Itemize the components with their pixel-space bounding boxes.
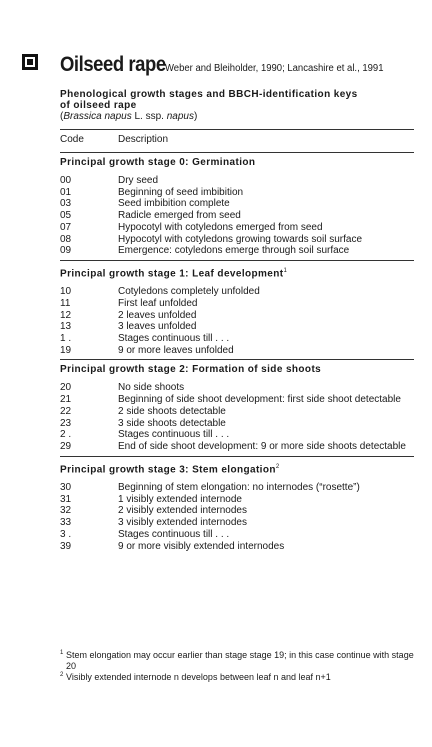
stage-code: 07 xyxy=(60,221,72,233)
table-row xyxy=(60,382,414,394)
stage-code: 08 xyxy=(60,233,72,245)
table-row xyxy=(60,222,414,234)
column-header xyxy=(60,130,414,152)
footnote-text: Stem elongation may occur earlier than stage stage 19; in this case continue with stage 20 xyxy=(66,650,414,671)
stage-section xyxy=(60,153,414,260)
table-row xyxy=(60,394,414,406)
stage-title-text: Principal growth stage 3: Stem elongation xyxy=(60,464,276,476)
table-row xyxy=(60,441,414,453)
species-genus: Brassica napus xyxy=(63,111,132,122)
stage-code: 11 xyxy=(60,297,71,309)
stage-description: Beginning of stem elongation: no internodes (“rosette”) xyxy=(118,482,360,494)
footnote-ref: 1 xyxy=(283,267,288,274)
stage-code: 32 xyxy=(60,505,72,517)
stage-code: 01 xyxy=(60,186,72,198)
stage-code: 1 . xyxy=(60,333,72,345)
stage-description: 9 or more leaves unfolded xyxy=(118,344,234,356)
table-row xyxy=(60,310,414,322)
table-row xyxy=(60,187,414,199)
table-row xyxy=(60,482,414,494)
stage-description: Cotyledons completely unfolded xyxy=(118,286,260,298)
stage-title xyxy=(60,153,414,175)
column-description: Description xyxy=(118,134,169,145)
stage-code: 30 xyxy=(60,482,72,494)
stage-description: Emergence: cotyledons emerge through soil surface xyxy=(118,245,350,257)
species-line xyxy=(60,111,414,123)
table-row xyxy=(60,198,414,210)
table-row xyxy=(60,245,414,257)
table-row xyxy=(60,494,414,506)
stage-code: 31 xyxy=(60,493,72,505)
table-row xyxy=(60,418,414,430)
stage-description: Stages continuous till . . . xyxy=(118,333,230,345)
column-code: Code xyxy=(60,134,84,145)
stage-description: First leaf unfolded xyxy=(118,297,198,309)
footnote-ref: 2 xyxy=(275,463,280,470)
table-row xyxy=(60,234,414,246)
header xyxy=(60,53,384,77)
subtitle-line: Phenological growth stages and BBCH-identification keys xyxy=(60,89,358,100)
stage-title xyxy=(60,360,414,382)
stage-code: 22 xyxy=(60,405,72,417)
stage-description: End of side shoot development: 9 or more side shoots detectable xyxy=(118,440,406,452)
stage-code: 00 xyxy=(60,175,72,186)
table-row xyxy=(60,406,414,418)
footnote xyxy=(60,672,420,683)
stage-description: 2 side shoots detectable xyxy=(118,405,226,417)
stage-description: Dry seed xyxy=(118,175,159,186)
stage-description: Hypocotyl with cotyledons emerged from seed xyxy=(118,221,323,233)
subtitle-line: of oilseed rape xyxy=(60,100,137,111)
stage-code: 21 xyxy=(60,394,72,406)
stage-code: 09 xyxy=(60,245,72,257)
stage-code: 10 xyxy=(60,286,72,298)
species-paren-close: ) xyxy=(193,111,198,122)
stage-title-text: Principal growth stage 0: Germination xyxy=(60,157,256,168)
table-row xyxy=(60,529,414,541)
stage-title xyxy=(60,261,414,286)
stage-description: 3 side shoots detectable xyxy=(118,417,226,429)
section-marker-icon xyxy=(22,54,38,70)
stage-description: Hypocotyl with cotyledons growing towards soil surface xyxy=(118,233,362,245)
stage-description: Seed imbibition complete xyxy=(118,198,230,210)
stage-code: 3 . xyxy=(60,528,72,540)
stage-code: 20 xyxy=(60,382,72,394)
species-paren-open: ( xyxy=(60,111,64,122)
citation: Weber and Bleiholder, 1990; Lancashire et al., 1991 xyxy=(165,63,384,74)
stage-code: 23 xyxy=(60,417,72,429)
table-row xyxy=(60,345,414,357)
footnote-mark: 1 xyxy=(60,650,64,656)
document-body xyxy=(60,89,414,555)
stage-code: 12 xyxy=(60,309,72,321)
footnote-mark: 2 xyxy=(60,672,64,678)
stage-description: 2 leaves unfolded xyxy=(118,309,197,321)
stage-code: 2 . xyxy=(60,429,72,441)
footnote xyxy=(60,650,420,672)
stage-description: 3 leaves unfolded xyxy=(118,321,197,333)
stage-code: 39 xyxy=(60,540,72,552)
stage-code: 29 xyxy=(60,440,72,452)
stage-description: 9 or more visibly extended internodes xyxy=(118,540,285,552)
species-mid: L. ssp. xyxy=(131,111,167,122)
species-subspecies: napus xyxy=(166,111,194,122)
stage-code: 33 xyxy=(60,517,72,529)
footnotes xyxy=(60,650,420,683)
table-row xyxy=(60,505,414,517)
stage-title-text: Principal growth stage 2: Formation of side shoots xyxy=(60,364,322,376)
stage-title-text: Principal growth stage 1: Leaf development xyxy=(60,268,284,280)
table-row xyxy=(60,321,414,333)
stage-description: Radicle emerged from seed xyxy=(118,210,241,222)
stage-description: Stages continuous till . . . xyxy=(118,528,230,540)
table-row xyxy=(60,333,414,345)
stage-code: 13 xyxy=(60,321,72,333)
stage-description: Beginning of side shoot development: first side shoot detectable xyxy=(118,394,401,406)
stage-description: 2 visibly extended internodes xyxy=(118,505,247,517)
stages-list xyxy=(60,152,414,555)
stage-description: 1 visibly extended internode xyxy=(118,493,242,505)
table-row xyxy=(60,429,414,441)
table-row xyxy=(60,210,414,222)
page-title: Oilseed rape xyxy=(60,53,166,76)
stage-code: 05 xyxy=(60,210,72,222)
table-row xyxy=(60,517,414,529)
stage-description: 3 visibly extended internodes xyxy=(118,517,247,529)
table-row xyxy=(60,286,414,298)
footnote-text: Visibly extended internode n develops between leaf n and leaf n+1 xyxy=(66,672,331,682)
table-row xyxy=(60,175,414,187)
table-row xyxy=(60,541,414,553)
stage-section xyxy=(60,261,414,360)
stage-description: Beginning of seed imbibition xyxy=(118,186,244,198)
table-row xyxy=(60,298,414,310)
document-subtitle xyxy=(60,89,414,111)
stage-code: 03 xyxy=(60,198,72,210)
stage-description: No side shoots xyxy=(118,382,185,394)
stage-description: Stages continuous till . . . xyxy=(118,429,230,441)
stage-section xyxy=(60,457,414,556)
stage-title xyxy=(60,457,414,482)
stage-code: 19 xyxy=(60,344,72,356)
stage-section xyxy=(60,360,414,455)
